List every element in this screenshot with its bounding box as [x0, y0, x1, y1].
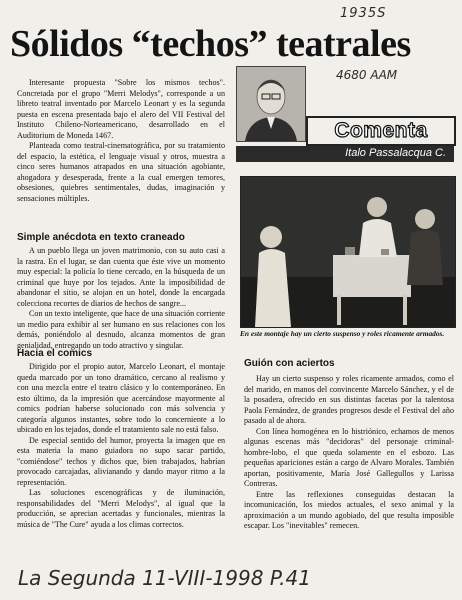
column-label: Comenta [334, 119, 428, 142]
intro-paragraph: Interesante propuesta "Sobre los mismos techos". Concretada por el grupo "Merri Melodys", corresponde a un libreto teatral inventado por Marcelo Leonart y es la segunda puesta en escena presentada bajo el alero del VII Festival del Instituto Chileno-Norteamericano, desarrollado en el Auditorium de Moneda 1467. [17, 78, 225, 140]
section2-body [17, 362, 225, 582]
subheading-section2: Hacia el comics [17, 348, 93, 359]
handwritten-source-note: La Segunda 11-VIII-1998 P.41 [18, 566, 311, 590]
archive-code: 4680 AAM [336, 68, 398, 82]
section3-paragraph: Con línea homogénea en lo histriónico, echamos de menos algunas escenas más "decidoras" del personaje criminal-hombre-lobo, el que queda solamente en el esbozo. Las pequeñas apariciones están a cargo de Alvaro Morales. También aportan, positivamente, María José Gallegullos y Larissa Contreras. [244, 426, 454, 488]
section1-body [17, 246, 225, 350]
section3-body [244, 374, 454, 586]
intro-column [17, 78, 225, 228]
intro-paragraph: Planteada como teatral-cinematográfica, por su tratamiento del espacio, la estética, el lenguaje visual y otros, muestra a cinco seres humanos atrapados en una situación agobiante, ahogadora y desesperada, frente a la cual emergen temores, obsesiones, quiebres sentimentales, dudas, imaginación y sensaciones múltiples. [17, 141, 225, 203]
section1-paragraph: Con un texto inteligente, que hace de una situación corriente un medio para exhibir al ser humano en sus relaciones con los demás, poniéndolo al desnudo, alcanza momentos de gran genialidad, entregando un todo atractivo y singular. [17, 309, 225, 350]
byline: Italo Passalacqua C. [345, 147, 446, 159]
column-label-box [306, 116, 456, 146]
section3-paragraph: Entre las reflexiones conseguidas destacan la incomunicación, los miedos actuales, el sexo animal y la aproximación a un mundo agobiado, del que resulta imposible escapar. Los "inevitables" remecen. [244, 489, 454, 530]
stage-photo-image [241, 177, 455, 327]
columnist-portrait [236, 66, 306, 142]
archive-stamp: 1935S [340, 6, 387, 21]
portrait-image [237, 67, 305, 141]
photo-caption: En este montaje hay un cierto suspenso y roles ricamente armados. [240, 329, 445, 338]
section3-paragraph: Hay un cierto suspenso y roles ricamente armados, como el del marido, en manos del convincente Marcelo Sánchez, y el de la posadera, ofrecido en sus distintas facetas por la talentosa Paola Fernández, de grandes progresos desde el Festival del año pasado al de ahora. [244, 374, 454, 425]
stage-photo [240, 176, 456, 328]
subheading-section3: Guión con aciertos [244, 358, 335, 369]
section1-paragraph: A un pueblo llega un joven matrimonio, con su auto casi a la rastra. En el lugar, se dan cuenta que éste vive un momento muy especial: la policía lo tiene cercado, en la búsqueda de un criminal que huye por los tejados. Ante la imposibilidad de abandonar el sitio, se alojan en un hotel, donde la encargada colecciona recortes de diarios de hechos de sangre... [17, 246, 225, 308]
headline: Sólidos “techos” teatrales [10, 23, 411, 65]
section2-paragraph: De especial sentido del humor, proyecta la imagen que en esta materia la mano guiadora no supo sacar partido, "comiéndose" techos y dichos que, bien trabajados, habrían provocado carcajadas, alivianando y dando mayor ritmo a la representación. [17, 435, 225, 487]
byline-bar [236, 146, 454, 162]
section2-paragraph: Dirigido por el propio autor, Marcelo Leonart, el montaje queda marcado por un tono dramático, cercano al realismo y con una mezcla entre el teatro clásico y lo contemporáneo. En esto último, da la impresión que acercándose mayormente al comics podrían haberse solucionado con más solvencia y categoría algunos instantes, sobre todo lo concerniente a lo ubicado en los tejados, donde el tratamiento sale no está falso. [17, 362, 225, 434]
section2-paragraph: Las soluciones escenográficas y de iluminación, responsabilidades del "Merri Melodys", al igual que la producción, se aprecian acertadas y funcionales, mientras la música de "The Cure" ayuda a los climas correctos. [17, 488, 225, 529]
subheading-section1: Simple anécdota en texto craneado [17, 232, 185, 243]
